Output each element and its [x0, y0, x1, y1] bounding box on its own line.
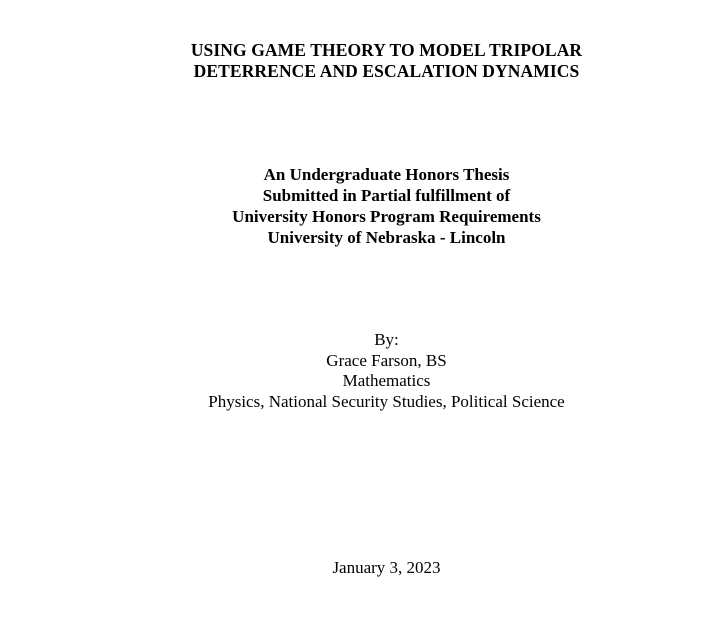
thesis-title	[0, 40, 723, 82]
subtitle-line-4: University of Nebraska - Lincoln	[267, 228, 506, 247]
author-name: Grace Farson, BS	[326, 350, 447, 370]
by-label: By:	[374, 330, 399, 349]
author-major-1: Mathematics	[342, 371, 431, 390]
author-block	[0, 330, 723, 412]
thesis-subtitle	[0, 164, 723, 248]
submission-date	[0, 558, 723, 578]
subtitle-line-3: University Honors Program Requirements	[232, 207, 541, 226]
subtitle-line-1: An Undergraduate Honors Thesis	[263, 165, 510, 184]
thesis-title-line-2: DETERRENCE AND ESCALATION DYNAMICS	[193, 61, 580, 81]
thesis-title-line-1: USING GAME THEORY TO MODEL TRIPOLAR	[190, 40, 583, 60]
subtitle-line-2: Submitted in Partial fulfillment of	[262, 186, 511, 205]
author-major-2: Physics, National Security Studies, Political Science	[208, 391, 565, 411]
date-text: January 3, 2023	[332, 558, 441, 577]
